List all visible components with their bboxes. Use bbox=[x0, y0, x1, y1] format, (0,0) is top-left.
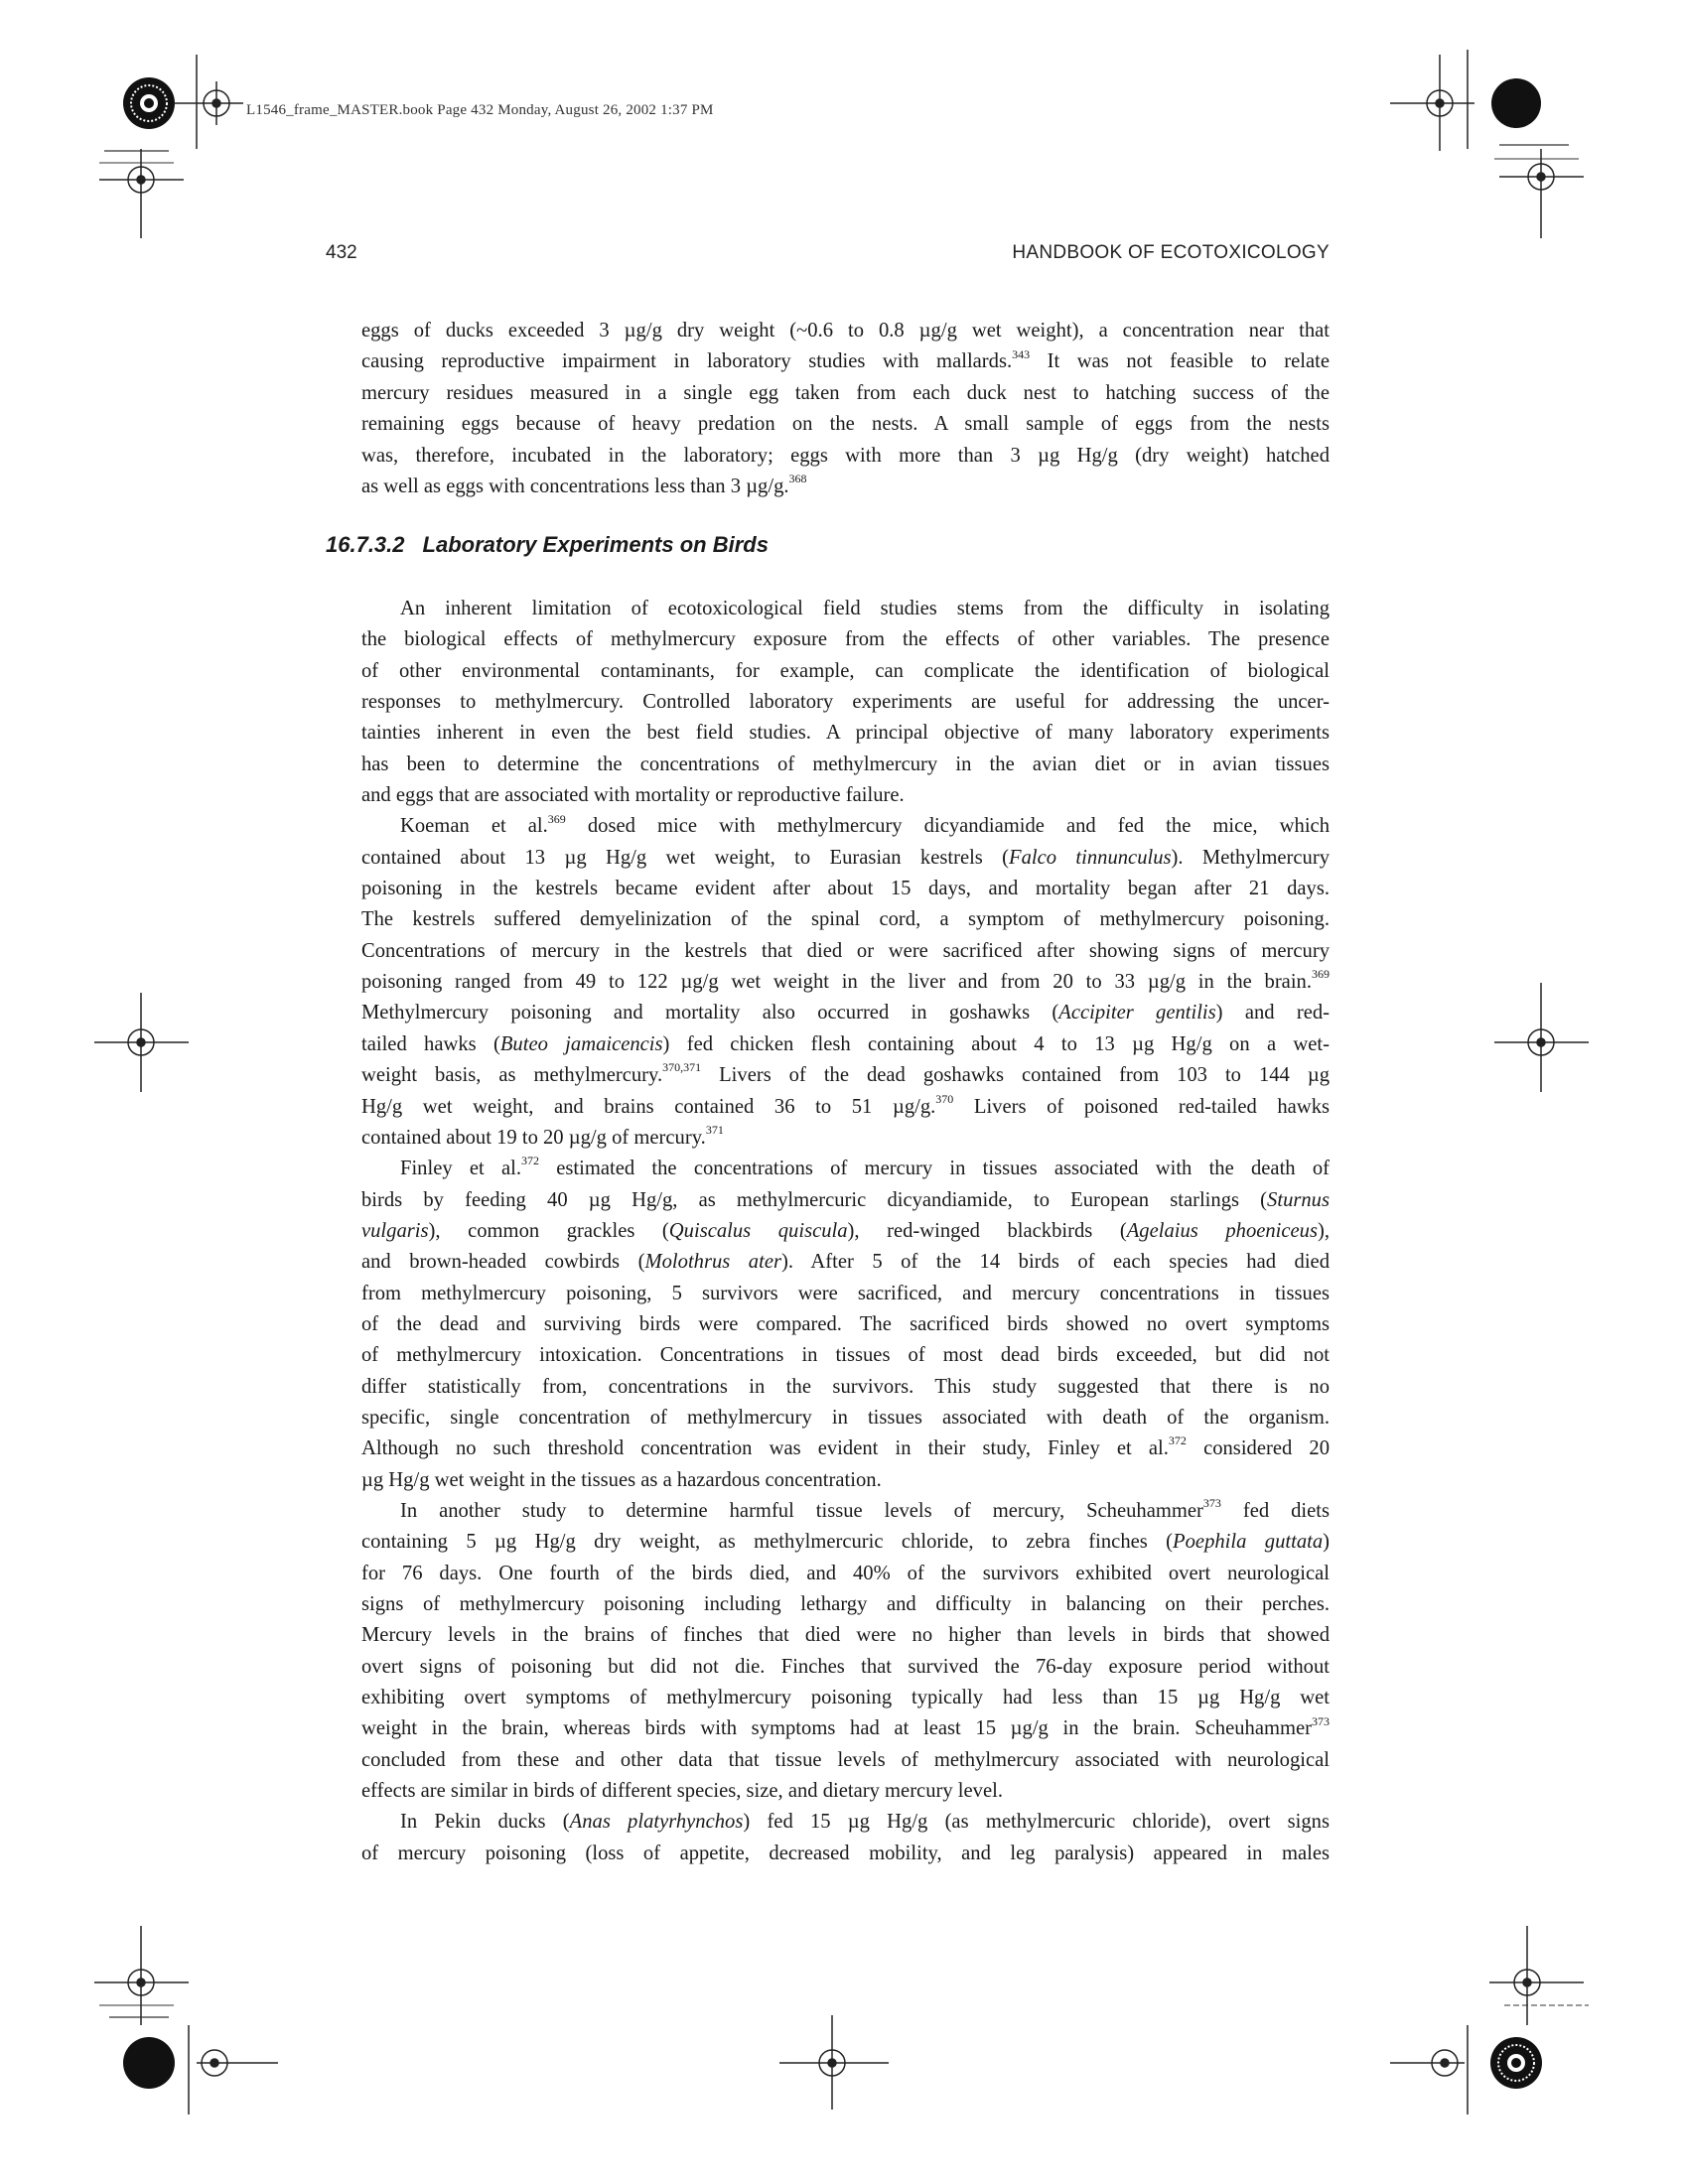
page-number: 432 bbox=[326, 242, 357, 263]
running-title: HANDBOOK OF ECOTOXICOLOGY bbox=[1012, 242, 1330, 263]
section-body bbox=[361, 594, 1330, 1869]
paragraph: In another study to determine harmful tissue levels of mercury, Scheuhammer$^{373}$ fed diets containing 5 µg Hg/g dry weight, as methylmercuric chloride, to zebra finches (Poephila guttata) for 76 days. One fourth of the birds died, and 40% of the survivors exhibited overt neurological signs of methylmercury poisoning including lethargy and difficulty in balancing on their perches. Mercury levels in the brains of finches that died were no higher than levels in birds that showed overt signs of poisoning but did not die. Finches that survived the 76-day exposure period without exhibiting overt symptoms of methylmercury poisoning typically had less than 15 µg Hg/g wet weight in the brain, whereas birds with symptoms had at least 15 µg/g in the brain. Scheuhammer$^{373}$ concluded from these and other data that tissue levels of methylmercury associated with neurological effects are similar in birds of different species, size, and dietary mercury level. bbox=[361, 1496, 1331, 1803]
paragraph: In Pekin ducks (Anas platyrhynchos) fed 15 µg Hg/g (as methylmercuric chloride), overt signs of mercury poisoning (loss of appetite, decreased mobility, and leg paralysis) appeared in males bbox=[361, 1811, 1330, 1864]
continued-paragraph: eggs of ducks exceeded 3 µg/g dry weight (~0.6 to 0.8 µg/g wet weight), a concentration near that causing reproductive impairment in laboratory studies with mallards.$^{343}$ It was not feasible to relate mercury residues measured in a single egg taken from each duck nest to hatching success of the remaining eggs because of heavy predation on the nests. A small sample of eggs from the nests was, therefore, incubated in the laboratory; eggs with more than 3 µg Hg/g (dry weight) hatched as well as eggs with concentrations less than 3 µg/g.$^{368}$ bbox=[361, 320, 1330, 498]
paragraph: An inherent limitation of ecotoxicological field studies stems from the difficulty in isolating the biological effects of methylmercury exposure from the effects of other variables. The presence of other environmental contaminants, for example, can complicate the identification of biological responses to methylmercury. Controlled laboratory experiments are useful for addressing the uncer- tainties inherent in even the best field studies. A principal objective of many laboratory experiments has been to determine the concentrations of methylmercury in the avian diet or in avian tissues and eggs that are associated with mortality or reproductive failure. bbox=[361, 598, 1330, 807]
paragraph: Finley et al.$^{372}$ estimated the concentrations of mercury in tissues associated with the death of birds by feeding 40 µg Hg/g, as methylmercuric dicyandiamide, to European starlings (Sturnus vulgaris), common grackles (Quiscalus quiscula), red-winged blackbirds (Agelaius phoeniceus), and brown-headed cowbirds (Molothrus ater). After 5 of the 14 birds of each species had died from methylmercury poisoning, 5 survivors were sacrificed, and mercury concentrations in tissues of the dead and surviving birds were compared. The sacrificed birds showed no overt symptoms of methylmercury intoxication. Concentrations in tissues of most dead birds exceeded, but did not differ statistically from, concentrations in the survivors. This study suggested that there is no specific, single concentration of methylmercury in tissues associated with death of the organism. Although no such threshold concentration was evident in their study, Finley et al.$^{372}$ considered 20 µg Hg/g wet weight in the tissues as a hazardous concentration. bbox=[361, 1154, 1331, 1491]
section-number: 16.7.3.2 bbox=[326, 532, 405, 557]
section-heading bbox=[326, 532, 769, 558]
section-title: Laboratory Experiments on Birds bbox=[422, 532, 769, 557]
print-slug: L1546_frame_MASTER.book Page 432 Monday, August 26, 2002 1:37 PM bbox=[246, 102, 714, 118]
starburst-icon bbox=[1490, 2037, 1542, 2089]
running-header bbox=[326, 242, 1330, 266]
paragraph: Koeman et al.$^{369}$ dosed mice with methylmercury dicyandiamide and fed the mice, which contained about 13 µg Hg/g wet weight, to Eurasian kestrels (Falco tinnunculus). Methylmercury poisoning in the kestrels became evident after about 15 days, and mortality began after 21 days. The kestrels suffered demyelinization of the spinal cord, a symptom of methylmercury poisoning. Concentrations of mercury in the kestrels that died or were sacrificed after showing signs of mercury poisoning ranged from 49 to 122 µg/g wet weight in the liver and from 20 to 33 µg/g in the brain.$^{369}$ Methylmercury poisoning and mortality also occurred in goshawks (Accipiter gentilis) and red- tailed hawks (Buteo jamaicencis) fed chicken flesh containing about 4 to 13 µg Hg/g on a wet- weight basis, as methylmercury.$^{370,371}$ Livers of the dead goshawks contained from 103 to 144 µg Hg/g wet weight, and brains contained 36 to 51 µg/g.$^{370}$ Livers of poisoned red-tailed hawks contained about 19 to 20 µg/g of mercury.$^{371}$ bbox=[361, 811, 1331, 1149]
crosshair-icon bbox=[174, 55, 243, 149]
starburst-icon bbox=[123, 77, 175, 129]
